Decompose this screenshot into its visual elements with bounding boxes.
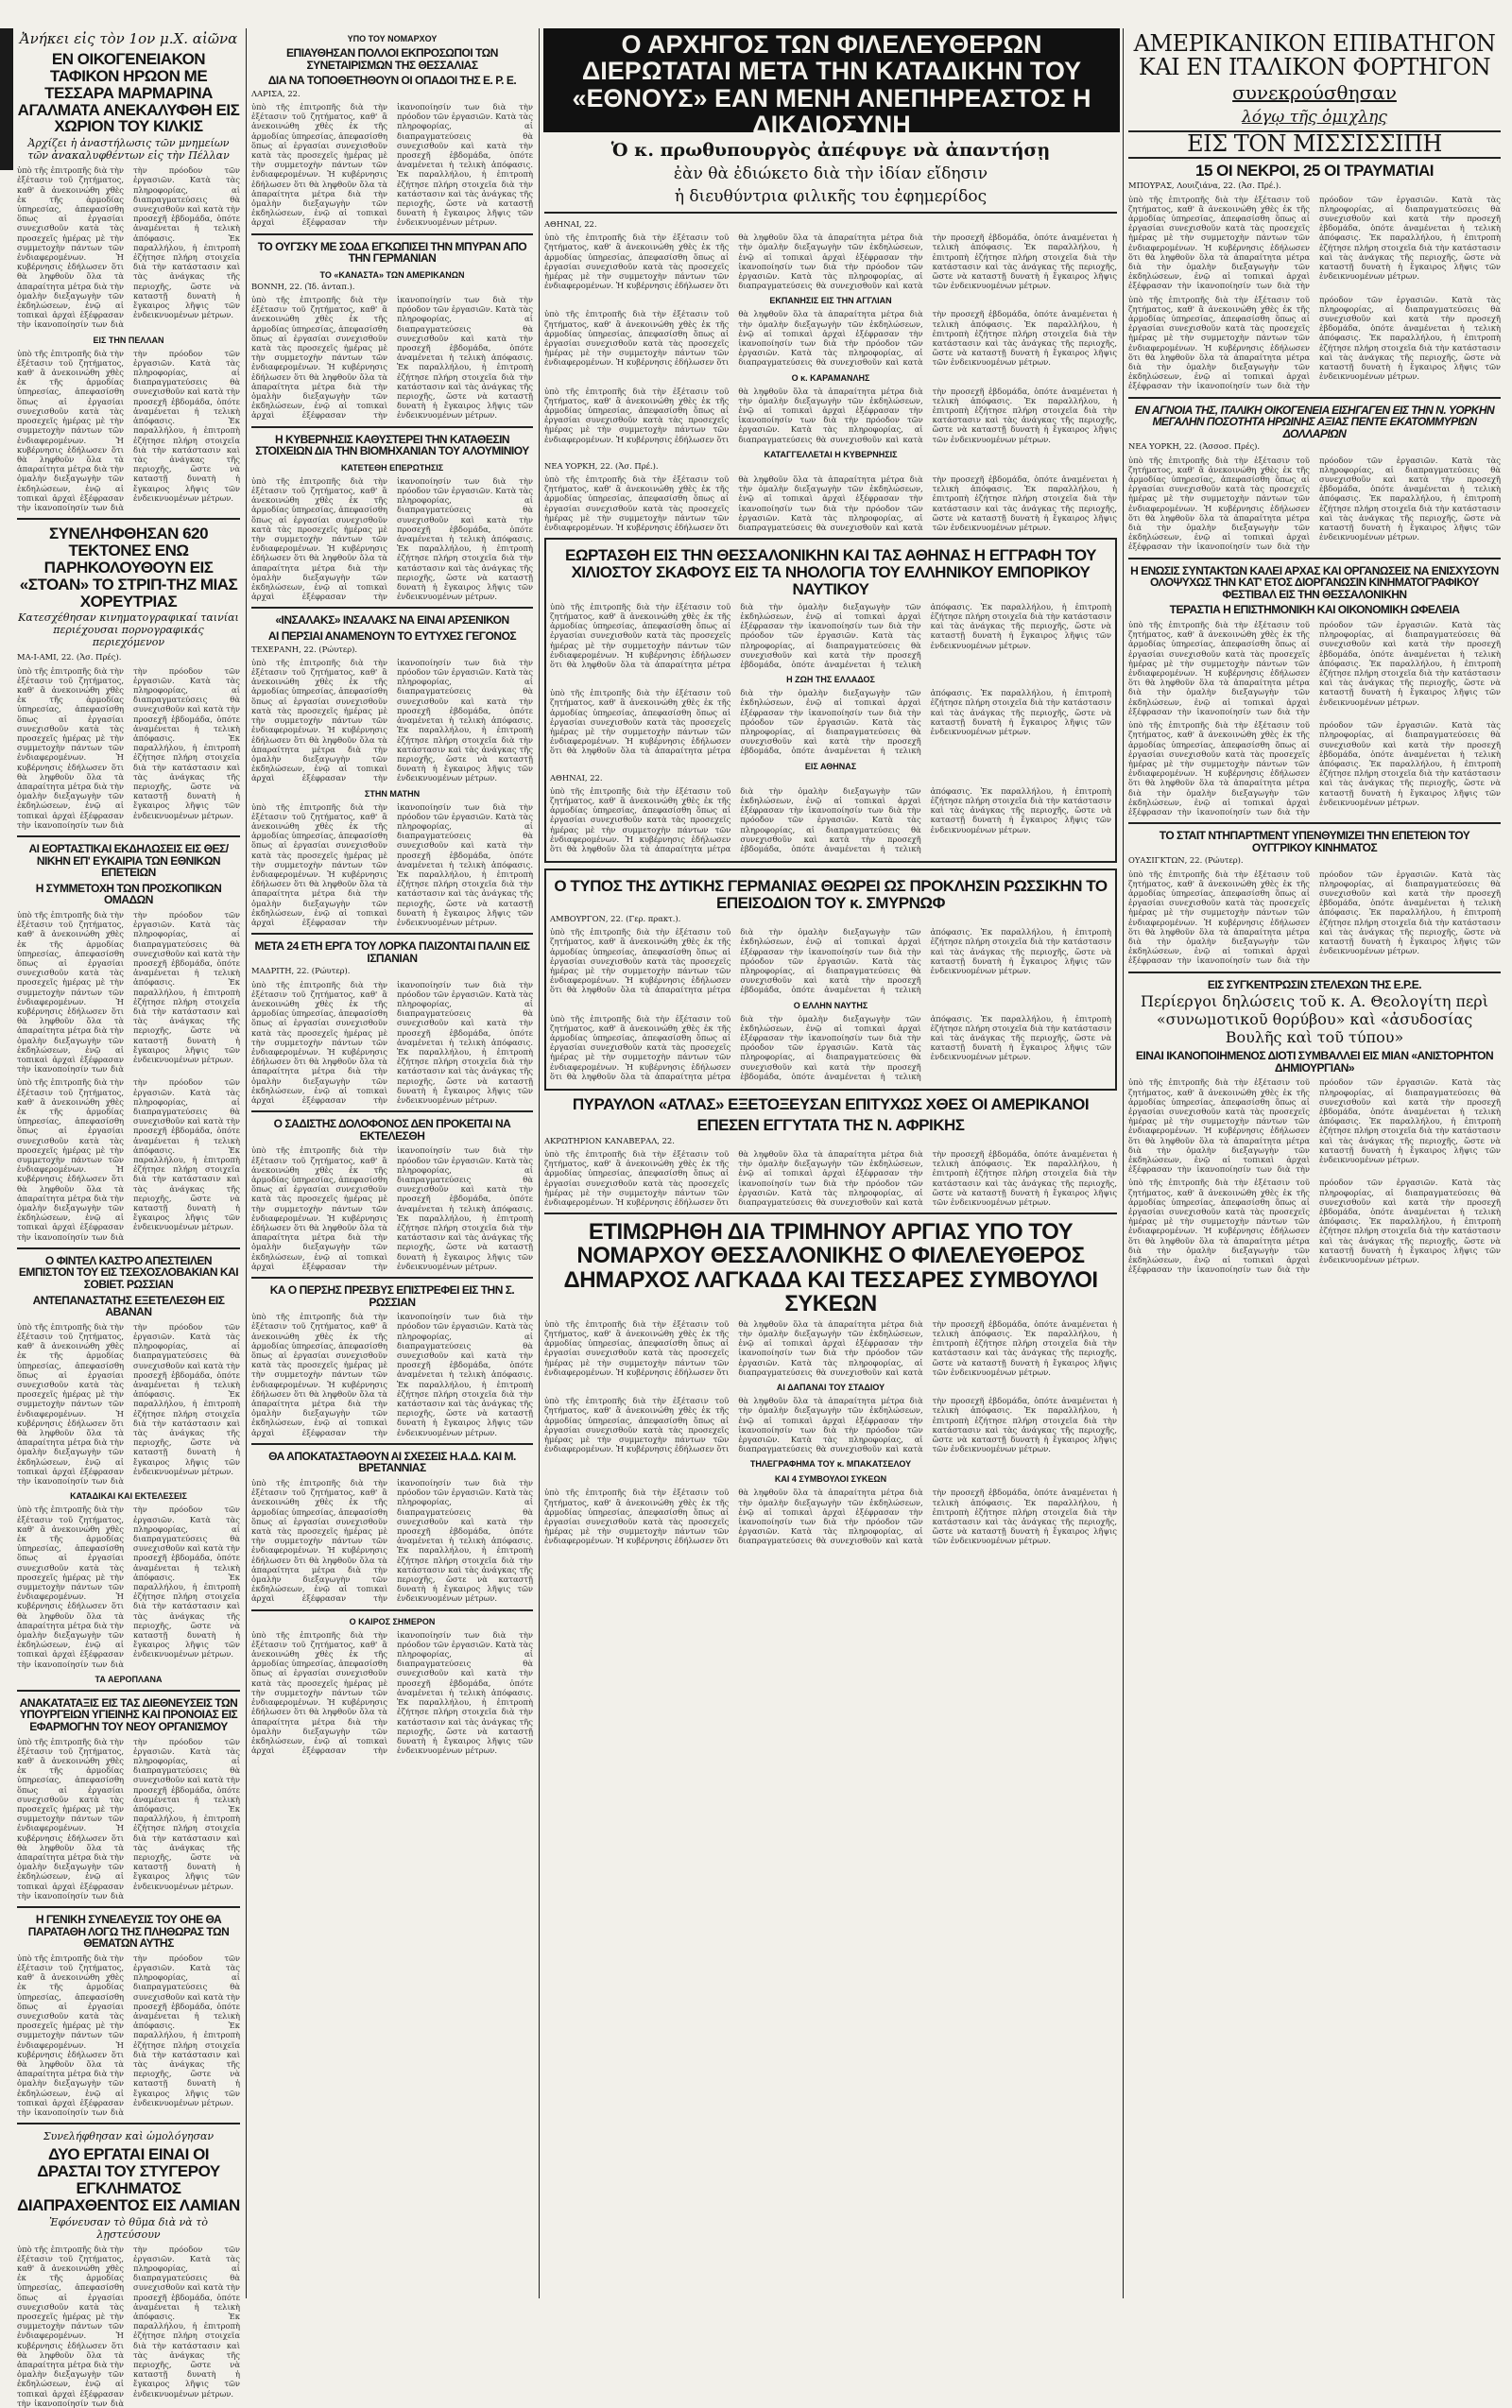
article-body: ὑπὸ τῆς ἐπιτροπῆς διὰ τὴν ἐξέτασιν τοῦ ζητήματος, καθ' ἃ ἀνεκοινώθη χθὲς ἐκ τῆς ἀρμοδίας ὑπηρεσίας, ἀπεφασίσθη ὅπως αἱ ἐργασίαι συνεχισθοῦν κατὰ τὰς προσεχεῖς ἡμέρας μὲ τὴν συμμετοχὴν πάντων τῶν ἐνδιαφερομένων. Ἡ κυβέρνησις ἐδήλωσεν ὅτι θὰ ληφθοῦν ὅλα τὰ ἀπαραίτητα μέτρα διὰ τὴν ὁμαλὴν διεξαγωγὴν τῶν ἐκδηλώσεων, ἐνῷ αἱ τοπικαὶ ἀρχαὶ ἐξέφρασαν τὴν ἱκανοποίησίν των διὰ τὴν πρόοδον τῶν ἐργασιῶν. Κατὰ τὰς πληροφορίας, αἱ διαπραγματεύσεις θὰ συνεχισθοῦν καὶ κατὰ τὴν προσεχῆ ἑβδομάδα, ὁπότε ἀναμένεται ἡ τελικὴ ἀπόφασις. Ἐκ παραλλήλου, ἡ ἐπιτροπὴ ἐζήτησε πλήρη στοιχεῖα διὰ τὴν κατάστασιν καὶ τὰς ἀνάγκας τῆς περιοχῆς, ὥστε νὰ καταστῇ δυνατὴ ἡ ἔγκαιρος λῆψις τῶν ἐνδεικνυομένων μέτρων. [550, 927, 1111, 995]
column-rule [1123, 28, 1124, 2298]
headline-cooperatives: ΕΠΙΑΥΘΗΣΑΝ ΠΟΛΛΟΙ ΕΚΠΡΟΣΩΠΟΙ ΤΩΝ ΣΥΝΕΤΑΙΡΙΣΜΩΝ ΤΗΣ ΘΕΣΣΑΛΙΑΣ [286, 46, 498, 72]
section-label: ΤΑ ΑΕΡΟΠΛΑΝΑ [94, 1674, 163, 1684]
section-label: Η ΖΩΗ ΤΗΣ ΕΛΛΑΔΟΣ [786, 675, 875, 685]
headline-thousandth-ship: ΕΩΡΤΑΣΘΗ ΕΙΣ ΤΗΝ ΘΕΣΣΑΛΟΝΙΚΗΝ ΚΑΙ ΤΑΣ ΑΘΗΝΑΣ Η ΕΓΓΡΑΦΗ ΤΟΥ ΧΙΛΙΟΣΤΟΥ ΣΚΑΦΟΥΣ ΕΙΣ ΤΑ ΝΗΟΛΟΓΙΑ ΤΟΥ ΕΛΛΗΝΙΚΟΥ ΕΜΠΟΡΙΚΟΥ ΝΑΥΤΙΚΟΥ [565, 546, 1096, 598]
subheadline: Ἐφόνευσαν τὸ θῦμα διὰ νὰ τὸ λῃστεύσουν [49, 2215, 208, 2241]
section-label: ΚΑΙ 4 ΣΥΜΒΟΥΛΟΙ ΣΥΚΕΩΝ [774, 1474, 887, 1485]
headline-lagkadas-mayor: ΕΤΙΜΩΡΗΘΗ ΔΙΑ ΤΡΙΜΗΝΟΥ ΑΡΓΙΑΣ ΥΠΟ ΤΟΥ ΝΟΜΑΡΧΟΥ ΘΕΣΣΑΛΟΝΙΚΗΣ Ο ΦΙΛΕΛΕΥΘΕΡΟΣ ΔΗΜΑΡΧΟΣ ΛΑΓΚΑΔΑ ΚΑΙ ΤΕΣΣΑΡΕΣ ΣΥΜΒΟΥΛΟΙ ΣΥΚΕΩΝ [563, 1219, 1098, 1316]
article-body: ὑπὸ τῆς ἐπιτροπῆς διὰ τὴν ἐξέτασιν τοῦ ζητήματος, καθ' ἃ ἀνεκοινώθη χθὲς ἐκ τῆς ἀρμοδίας ὑπηρεσίας, ἀπεφασίσθη ὅπως αἱ ἐργασίαι συνεχισθοῦν κατὰ τὰς προσεχεῖς ἡμέρας μὲ τὴν συμμετοχὴν πάντων τῶν ἐνδιαφερομένων. Ἡ κυβέρνησις ἐδήλωσεν ὅτι θὰ ληφθοῦν ὅλα τὰ ἀπαραίτητα μέτρα διὰ τὴν ὁμαλὴν διεξαγωγὴν τῶν ἐκδηλώσεων, ἐνῷ αἱ τοπικαὶ ἀρχαὶ ἐξέφρασαν τὴν ἱκανοποίησίν των διὰ τὴν πρόοδον τῶν ἐργασιῶν. Κατὰ τὰς πληροφορίας, αἱ διαπραγματεύσεις θὰ συνεχισθοῦν καὶ κατὰ τὴν προσεχῆ ἑβδομάδα, ὁπότε ἀναμένεται ἡ τελικὴ ἀπόφασις. Ἐκ παραλλήλου, ἡ ἐπιτροπὴ ἐζήτησε πλήρη στοιχεῖα διὰ τὴν κατάστασιν καὶ τὰς ἀνάγκας τῆς περιοχῆς, ὥστε νὰ καταστῇ δυνατὴ ἡ ἔγκαιρος λῆψις τῶν ἐνδεικνυομένων μέτρων. [1128, 1077, 1501, 1175]
article-body: ὑπὸ τῆς ἐπιτροπῆς διὰ τὴν ἐξέτασιν τοῦ ζητήματος, καθ' ἃ ἀνεκοινώθη χθὲς ἐκ τῆς ἀρμοδίας ὑπηρεσίας, ἀπεφασίσθη ὅπως αἱ ἐργασίαι συνεχισθοῦν κατὰ τὰς προσεχεῖς ἡμέρας μὲ τὴν συμμετοχὴν πάντων τῶν ἐνδιαφερομένων. Ἡ κυβέρνησις ἐδήλωσεν ὅτι θὰ ληφθοῦν ὅλα τὰ ἀπαραίτητα μέτρα διὰ τὴν ὁμαλὴν διεξαγωγὴν τῶν ἐκδηλώσεων, ἐνῷ αἱ τοπικαὶ ἀρχαὶ ἐξέφρασαν τὴν ἱκανοποίησίν των διὰ τὴν πρόοδον τῶν ἐργασιῶν. Κατὰ τὰς πληροφορίας, αἱ διαπραγματεύσεις θὰ συνεχισθοῦν καὶ κατὰ τὴν προσεχῆ ἑβδομάδα, ὁπότε ἀναμένεται ἡ τελικὴ ἀπόφασις. Ἐκ παραλλήλου, ἡ ἐπιτροπὴ ἐζήτησε πλήρη στοιχεῖα διὰ τὴν κατάστασιν καὶ τὰς ἀνάγκας τῆς περιοχῆς, ὥστε νὰ καταστῇ δυνατὴ ἡ ἔγκαιρος λῆψις τῶν ἐνδεικνυομένων μέτρων. [544, 309, 1117, 368]
article-box [544, 538, 1117, 863]
headline-un-assembly: Η ΓΕΝΙΚΗ ΣΥΝΕΛΕΥΣΙΣ ΤΟΥ ΟΗΕ ΘΑ ΠΑΡΑΤΑΘΗ ΛΟΓΩ ΤΗΣ ΠΛΗΘΩΡΑΣ ΤΩΝ ΘΕΜΑΤΩΝ ΑΥΤΗΣ [27, 1912, 230, 1951]
dateline: ΜΠΟΥΡΑΣ, Λουιζιάνα, 22. (Ἀσ. Πρέ.). [1128, 181, 1281, 191]
article-body: ὑπὸ τῆς ἐπιτροπῆς διὰ τὴν ἐξέτασιν τοῦ ζητήματος, καθ' ἃ ἀνεκοινώθη χθὲς ἐκ τῆς ἀρμοδίας ὑπηρεσίας, ἀπεφασίσθη ὅπως αἱ ἐργασίαι συνεχισθοῦν κατὰ τὰς προσεχεῖς ἡμέρας μὲ τὴν συμμετοχὴν πάντων τῶν ἐνδιαφερομένων. Ἡ κυβέρνησις ἐδήλωσεν ὅτι θὰ ληφθοῦν ὅλα τὰ ἀπαραίτητα μέτρα διὰ τὴν ὁμαλὴν διεξαγωγὴν τῶν ἐκδηλώσεων, ἐνῷ αἱ τοπικαὶ ἀρχαὶ ἐξέφρασαν τὴν ἱκανοποίησίν των διὰ τὴν πρόοδον τῶν ἐργασιῶν. Κατὰ τὰς πληροφορίας, αἱ διαπραγματεύσεις θὰ συνεχισθοῦν καὶ κατὰ τὴν προσεχῆ ἑβδομάδα, ὁπότε ἀναμένεται ἡ τελικὴ ἀπόφασις. Ἐκ παραλλήλου, ἡ ἐπιτροπὴ ἐζήτησε πλήρη στοιχεῖα διὰ τὴν κατάστασιν καὶ τὰς ἀνάγκας τῆς περιοχῆς, ὥστε νὰ καταστῇ δυνατὴ ἡ ἔγκαιρος λῆψις τῶν ἐνδεικνυομένων μέτρων. [17, 665, 240, 830]
headline-film-festival: Η ΕΝΩΣΙΣ ΣΥΝΤΑΚΤΩΝ ΚΑΛΕΙ ΑΡΧΑΣ ΚΑΙ ΟΡΓΑΝΩΣΕΙΣ ΝΑ ΕΝΙΣΧΥΣΟΥΝ ΟΛΟΨΥΧΩΣ ΤΗΝ ΚΑΤ' ΕΤΟΣ ΔΙΟΡΓΑΝΩΣΙΝ ΚΙΝΗΜΑΤΟΓΡΑΦΙΚΟΥ ΦΕΣΤΙΒΑΛ ΕΙΣ ΤΗΝ ΘΕΣΣΑΛΟΝΙΚΗΝ [1130, 563, 1499, 601]
headline-scouts: Η ΣΥΜΜΕΤΟΧΗ ΤΩΝ ΠΡΟΣΚΟΠΙΚΩΝ ΟΜΑΔΩΝ [35, 881, 222, 907]
dateline: ΑΜΒΟΥΡΓΟΝ, 22. (Γερ. πρακτ.). [550, 913, 681, 923]
headline-persians: ΑΙ ΠΕΡΣΙΑΙ ΑΝΑΜΕΝΟΥΝ ΤΟ ΕΥΤΥΧΕΣ ΓΕΓΟΝΟΣ [267, 629, 517, 644]
article-body: ὑπὸ τῆς ἐπιτροπῆς διὰ τὴν ἐξέτασιν τοῦ ζητήματος, καθ' ἃ ἀνεκοινώθη χθὲς ἐκ τῆς ἀρμοδίας ὑπηρεσίας, ἀπεφασίσθη ὅπως αἱ ἐργασίαι συνεχισθοῦν κατὰ τὰς προσεχεῖς ἡμέρας μὲ τὴν συμμετοχὴν πάντων τῶν ἐνδιαφερομένων. Ἡ κυβέρνησις ἐδήλωσεν ὅτι θὰ ληφθοῦν ὅλα τὰ ἀπαραίτητα μέτρα διὰ τὴν ὁμαλὴν διεξαγωγὴν τῶν ἐκδηλώσεων, ἐνῷ αἱ τοπικαὶ ἀρχαὶ ἐξέφρασαν τὴν ἱκανοποίησίν των διὰ τὴν πρόοδον τῶν ἐργασιῶν. Κατὰ τὰς πληροφορίας, αἱ διαπραγματεύσεις θὰ συνεχισθοῦν καὶ κατὰ τὴν προσεχῆ ἑβδομάδα, ὁπότε ἀναμένεται ἡ τελικὴ ἀπόφασις. Ἐκ παραλλήλου, ἡ ἐπιτροπὴ ἐζήτησε πλήρη στοιχεῖα διὰ τὴν κατάστασιν καὶ τὰς ἀνάγκας τῆς περιοχῆς, ὥστε νὰ καταστῇ δυνατὴ ἡ ἔγκαιρος λῆψις τῶν ἐνδεικνυομένων μέτρων. [251, 475, 533, 602]
article-body: ὑπὸ τῆς ἐπιτροπῆς διὰ τὴν ἐξέτασιν τοῦ ζητήματος, καθ' ἃ ἀνεκοινώθη χθὲς ἐκ τῆς ἀρμοδίας ὑπηρεσίας, ἀπεφασίσθη ὅπως αἱ ἐργασίαι συνεχισθοῦν κατὰ τὰς προσεχεῖς ἡμέρας μὲ τὴν συμμετοχὴν πάντων τῶν ἐνδιαφερομένων. Ἡ κυβέρνησις ἐδήλωσεν ὅτι θὰ ληφθοῦν ὅλα τὰ ἀπαραίτητα μέτρα διὰ τὴν ὁμαλὴν διεξαγωγὴν τῶν ἐκδηλώσεων, ἐνῷ αἱ τοπικαὶ ἀρχαὶ ἐξέφρασαν τὴν ἱκανοποίησίν των διὰ τὴν πρόοδον τῶν ἐργασιῶν. Κατὰ τὰς πληροφορίας, αἱ διαπραγματεύσεις θὰ συνεχισθοῦν καὶ κατὰ τὴν προσεχῆ ἑβδομάδα, ὁπότε ἀναμένεται ἡ τελικὴ ἀπόφασις. Ἐκ παραλλήλου, ἡ ἐπιτροπὴ ἐζήτησε πλήρη στοιχεῖα διὰ τὴν κατάστασιν καὶ τὰς ἀνάγκας τῆς περιοχῆς, ὥστε νὰ καταστῇ δυνατὴ ἡ ἔγκαιρος λῆψις τῶν ἐνδεικνυομένων μέτρων. [1128, 720, 1501, 817]
article-body: ὑπὸ τῆς ἐπιτροπῆς διὰ τὴν ἐξέτασιν τοῦ ζητήματος, καθ' ἃ ἀνεκοινώθη χθὲς ἐκ τῆς ἀρμοδίας ὑπηρεσίας, ἀπεφασίσθη ὅπως αἱ ἐργασίαι συνεχισθοῦν κατὰ τὰς προσεχεῖς ἡμέρας μὲ τὴν συμμετοχὴν πάντων τῶν ἐνδιαφερομένων. Ἡ κυβέρνησις ἐδήλωσεν ὅτι θὰ ληφθοῦν ὅλα τὰ ἀπαραίτητα μέτρα διὰ τὴν ὁμαλὴν διεξαγωγὴν τῶν ἐκδηλώσεων, ἐνῷ αἱ τοπικαὶ ἀρχαὶ ἐξέφρασαν τὴν ἱκανοποίησίν των διὰ τὴν πρόοδον τῶν ἐργασιῶν. Κατὰ τὰς πληροφορίας, αἱ διαπραγματεύσεις θὰ συνεχισθοῦν καὶ κατὰ τὴν προσεχῆ ἑβδομάδα, ὁπότε ἀναμένεται ἡ τελικὴ ἀπόφασις. Ἐκ παραλλήλου, ἡ ἐπιτροπὴ ἐζήτησε πλήρη στοιχεῖα διὰ τὴν κατάστασιν καὶ τὰς ἀνάγκας τῆς περιοχῆς, ὥστε νὰ καταστῇ δυνατὴ ἡ ἔγκαιρος λῆψις τῶν ἐνδεικνυομένων μέτρων. [251, 1478, 533, 1604]
dateline: ΟΥΑΣΙΓΚΤΩΝ, 22. (Ρώυτερ). [1128, 855, 1244, 866]
dateline: ΑΘΗΝΑΙ, 22. [544, 219, 597, 229]
dateline: ΤΕΧΕΡΑΝΗ, 22. (Ρώυτερ). [251, 644, 358, 654]
divider [251, 426, 533, 428]
kicker: Συνελήφθησαν καὶ ὡμολόγησαν [43, 2130, 215, 2143]
section-label: ΕΚΠΑΝΗΣΙΣ ΕΙΣ ΤΗΝ ΑΓΓΛΙΑΝ [769, 296, 892, 306]
article-body: ὑπὸ τῆς ἐπιτροπῆς διὰ τὴν ἐξέτασιν τοῦ ζητήματος, καθ' ἃ ἀνεκοινώθη χθὲς ἐκ τῆς ἀρμοδίας ὑπηρεσίας, ἀπεφασίσθη ὅπως αἱ ἐργασίαι συνεχισθοῦν κατὰ τὰς προσεχεῖς ἡμέρας μὲ τὴν συμμετοχὴν πάντων τῶν ἐνδιαφερομένων. Ἡ κυβέρνησις ἐδήλωσεν ὅτι θὰ ληφθοῦν ὅλα τὰ ἀπαραίτητα μέτρα διὰ τὴν ὁμαλὴν διεξαγωγὴν τῶν ἐκδηλώσεων, ἐνῷ αἱ τοπικαὶ ἀρχαὶ ἐξέφρασαν τὴν ἱκανοποίησίν των διὰ τὴν πρόοδον τῶν ἐργασιῶν. Κατὰ τὰς πληροφορίας, αἱ διαπραγματεύσεις θὰ συνεχισθοῦν καὶ κατὰ τὴν προσεχῆ ἑβδομάδα, ὁπότε ἀναμένεται ἡ τελικὴ ἀπόφασις. Ἐκ παραλλήλου, ἡ ἐπιτροπὴ ἐζήτησε πλήρη στοιχεῖα διὰ τὴν κατάστασιν καὶ τὰς ἀνάγκας τῆς περιοχῆς, ὥστε νὰ καταστῇ δυνατὴ ἡ ἔγκαιρος λῆψις τῶν ἐνδεικνυομένων μέτρων. [1128, 1178, 1501, 1275]
lead-headline: Ο ΑΡΧΗΓΟΣ ΤΩΝ ΦΙΛΕΛΕΥΘΕΡΩΝ ΔΙΕΡΩΤΑΤΑΙ ΜΕΤΑ ΤΗΝ ΚΑΤΑΔΙΚΗΝ ΤΟΥ «ΕΘΝΟΥΣ» ΕΑΝ ΜΕΝΗ ΑΝΕΠΗΡΕΑΣΤΟΣ Η ΔΙΚΑΙΟΣΥΝΗ [572, 30, 1091, 140]
dateline: ΝΕΑ ΥΟΡΚΗ, 22. (Ἀσσοσ. Πρές). [1128, 441, 1261, 452]
section-label: Ο κ. ΚΑΡΑΜΑΝΛΗΣ [791, 372, 870, 383]
divider [251, 607, 533, 609]
column-rule [246, 28, 247, 2298]
article-body: ὑπὸ τῆς ἐπιτροπῆς διὰ τὴν ἐξέτασιν τοῦ ζητήματος, καθ' ἃ ἀνεκοινώθη χθὲς ἐκ τῆς ἀρμοδίας ὑπηρεσίας, ἀπεφασίσθη ὅπως αἱ ἐργασίαι συνεχισθοῦν κατὰ τὰς προσεχεῖς ἡμέρας μὲ τὴν συμμετοχὴν πάντων τῶν ἐνδιαφερομένων. Ἡ κυβέρνησις ἐδήλωσεν ὅτι θὰ ληφθοῦν ὅλα τὰ ἀπαραίτητα μέτρα διὰ τὴν ὁμαλὴν διεξαγωγὴν τῶν ἐκδηλώσεων, ἐνῷ αἱ τοπικαὶ ἀρχαὶ ἐξέφρασαν τὴν ἱκανοποίησίν των διὰ τὴν πρόοδον τῶν ἐργασιῶν. Κατὰ τὰς πληροφορίας, αἱ διαπραγματεύσεις θὰ συνεχισθοῦν καὶ κατὰ τὴν προσεχῆ ἑβδομάδα, ὁπότε ἀναμένεται ἡ τελικὴ ἀπόφασις. Ἐκ παραλλήλου, ἡ ἐπιτροπὴ ἐζήτησε πλήρη στοιχεῖα διὰ τὴν κατάστασιν καὶ τὰς ἀνάγκας τῆς περιοχῆς, ὥστε νὰ καταστῇ δυνατὴ ἡ ἔγκαιρος λῆψις τῶν ἐνδεικνυομένων μέτρων. [251, 1312, 533, 1437]
headline-ere: ΔΙΑ ΝΑ ΤΟΠΟΘΕΤΗΘΟΥΝ ΟΙ ΟΠΑΔΟΙ ΤΗΣ Ε. Ρ. Ε. [267, 74, 517, 88]
article-body: ὑπὸ τῆς ἐπιτροπῆς διὰ τὴν ἐξέτασιν τοῦ ζητήματος, καθ' ἃ ἀνεκοινώθη χθὲς ἐκ τῆς ἀρμοδίας ὑπηρεσίας, ἀπεφασίσθη ὅπως αἱ ἐργασίαι συνεχισθοῦν κατὰ τὰς προσεχεῖς ἡμέρας μὲ τὴν συμμετοχὴν πάντων τῶν ἐνδιαφερομένων. Ἡ κυβέρνησις ἐδήλωσεν ὅτι θὰ ληφθοῦν ὅλα τὰ ἀπαραίτητα μέτρα διὰ τὴν ὁμαλὴν διεξαγωγὴν τῶν ἐκδηλώσεων, ἐνῷ αἱ τοπικαὶ ἀρχαὶ ἐξέφρασαν τὴν ἱκανοποίησίν των διὰ τὴν πρόοδον τῶν ἐργασιῶν. Κατὰ τὰς πληροφορίας, αἱ διαπραγματεύσεις θὰ συνεχισθοῦν καὶ κατὰ τὴν προσεχῆ ἑβδομάδα, ὁπότε ἀναμένεται ἡ τελικὴ ἀπόφασις. Ἐκ παραλλήλου, ἡ ἐπιτροπὴ ἐζήτησε πλήρη στοιχεῖα διὰ τὴν κατάστασιν καὶ τὰς ἀνάγκας τῆς περιοχῆς, ὥστε νὰ καταστῇ δυνατὴ ἡ ἔγκαιρος λῆψις τῶν ἐνδεικνυομένων μέτρων. [1128, 455, 1501, 552]
article-body: ὑπὸ τῆς ἐπιτροπῆς διὰ τὴν ἐξέτασιν τοῦ ζητήματος, καθ' ἃ ἀνεκοινώθη χθὲς ἐκ τῆς ἀρμοδίας ὑπηρεσίας, ἀπεφασίσθη ὅπως αἱ ἐργασίαι συνεχισθοῦν κατὰ τὰς προσεχεῖς ἡμέρας μὲ τὴν συμμετοχὴν πάντων τῶν ἐνδιαφερομένων. Ἡ κυβέρνησις ἐδήλωσεν ὅτι θὰ ληφθοῦν ὅλα τὰ ἀπαραίτητα μέτρα διὰ τὴν ὁμαλὴν διεξαγωγὴν τῶν ἐκδηλώσεων, ἐνῷ αἱ τοπικαὶ ἀρχαὶ ἐξέφρασαν τὴν ἱκανοποίησίν των διὰ τὴν πρόοδον τῶν ἐργασιῶν. Κατὰ τὰς πληροφορίας, αἱ διαπραγματεύσεις θὰ συνεχισθοῦν καὶ κατὰ τὴν προσεχῆ ἑβδομάδα, ὁπότε ἀναμένεται ἡ τελικὴ ἀπόφασις. Ἐκ παραλλήλου, ἡ ἐπιτροπὴ ἐζήτησε πλήρη στοιχεῖα διὰ τὴν κατάστασιν καὶ τὰς ἀνάγκας τῆς περιοχῆς, ὥστε νὰ καταστῇ δυνατὴ ἡ ἔγκαιρος λῆψις τῶν ἐνδεικνυομένων μέτρων. [1128, 620, 1501, 716]
column-right [1128, 28, 1501, 2296]
article-body: ὑπὸ τῆς ἐπιτροπῆς διὰ τὴν ἐξέτασιν τοῦ ζητήματος, καθ' ἃ ἀνεκοινώθη χθὲς ἐκ τῆς ἀρμοδίας ὑπηρεσίας, ἀπεφασίσθη ὅπως αἱ ἐργασίαι συνεχισθοῦν κατὰ τὰς προσεχεῖς ἡμέρας μὲ τὴν συμμετοχὴν πάντων τῶν ἐνδιαφερομένων. Ἡ κυβέρνησις ἐδήλωσεν ὅτι θὰ ληφθοῦν ὅλα τὰ ἀπαραίτητα μέτρα διὰ τὴν ὁμαλὴν διεξαγωγὴν τῶν ἐκδηλώσεων, ἐνῷ αἱ τοπικαὶ ἀρχαὶ ἐξέφρασαν τὴν ἱκανοποίησίν των διὰ τὴν πρόοδον τῶν ἐργασιῶν. Κατὰ τὰς πληροφορίας, αἱ διαπραγματεύσεις θὰ συνεχισθοῦν καὶ κατὰ τὴν προσεχῆ ἑβδομάδα, ὁπότε ἀναμένεται ἡ τελικὴ ἀπόφασις. Ἐκ παραλλήλου, ἡ ἐπιτροπὴ ἐζήτησε πλήρη στοιχεῖα διὰ τὴν κατάστασιν καὶ τὰς ἀνάγκας τῆς περιοχῆς, ὥστε νὰ καταστῇ δυνατὴ ἡ ἔγκαιρος λῆψις τῶν ἐνδεικνυομένων μέτρων. [1128, 194, 1501, 291]
headline-heroin: ΕΝ ΑΓΝΟΙΑ ΤΗΣ, ΙΤΑΛΙΚΗ ΟΙΚΟΓΕΝΕΙΑ ΕΙΣΗΓΑΓΕΝ ΕΙΣ ΤΗΝ Ν. ΥΟΡΚΗΝ ΜΕΓΑΛΗΝ ΠΟΣΟΤΗΤΑ ΗΡΩΙΝΗΣ ΑΞΙΑΣ ΠΕΝΤΕ ΕΚΑΤΟΜΜΥΡΙΩΝ ΔΟΛΛΑΡΙΩΝ [1134, 403, 1495, 440]
article-body: ὑπὸ τῆς ἐπιτροπῆς διὰ τὴν ἐξέτασιν τοῦ ζητήματος, καθ' ἃ ἀνεκοινώθη χθὲς ἐκ τῆς ἀρμοδίας ὑπηρεσίας, ἀπεφασίσθη ὅπως αἱ ἐργασίαι συνεχισθοῦν κατὰ τὰς προσεχεῖς ἡμέρας μὲ τὴν συμμετοχὴν πάντων τῶν ἐνδιαφερομένων. Ἡ κυβέρνησις ἐδήλωσεν ὅτι θὰ ληφθοῦν ὅλα τὰ ἀπαραίτητα μέτρα διὰ τὴν ὁμαλὴν διεξαγωγὴν τῶν ἐκδηλώσεων, ἐνῷ αἱ τοπικαὶ ἀρχαὶ ἐξέφρασαν τὴν ἱκανοποίησίν των διὰ τὴν πρόοδον τῶν ἐργασιῶν. Κατὰ τὰς πληροφορίας, αἱ διαπραγματεύσεις θὰ συνεχισθοῦν καὶ κατὰ τὴν προσεχῆ ἑβδομάδα, ὁπότε ἀναμένεται ἡ τελικὴ ἀπόφασις. Ἐκ παραλλήλου, ἡ ἐπιτροπὴ ἐζήτησε πλήρη στοιχεῖα διὰ τὴν κατάστασιν καὶ τὰς ἀνάγκας τῆς περιοχῆς, ὥστε νὰ καταστῇ δυνατὴ ἡ ἔγκαιρος λῆψις τῶν ἐνδεικνυομένων μέτρων. [544, 1488, 1117, 1546]
subheadline: Κατεσχέθησαν κινηματογραφικαί ταινίαι περιέχουσαι πορνογραφικάς περιεχόμενον [18, 611, 239, 649]
subheadline: Περίεργοι δηλώσεις τοῦ κ. Α. Θεολογίτη περὶ «συνωμοτικοῦ θορύβου» καὶ «ἀσυδοσίας Βουλῆς καὶ τοῦ τύπου» [1141, 992, 1488, 1047]
headline-masons: ΣΥΝΕΛΗΦΘΗΣΑΝ 620 ΤΕΚΤΟΝΕΣ ΕΝΩ ΠΑΡΗΚΟΛΟΥΘΟΥΝ ΕΙΣ «ΣΤΟΑΝ» ΤΟ ΣΤΡΙΠ-ΤΗΖ ΜΙΑΣ ΧΟΡΕΥΤΡΙΑΣ [19, 525, 238, 611]
headline-festivities: ΑΙ ΕΟΡΤΑΣΤΙΚΑΙ ΕΚΔΗΛΩΣΕΙΣ ΕΙΣ ΘΕΣ/ΝΙΚΗΝ ΕΠ' ΕΥΚΑΙΡΙΑ ΤΩΝ ΕΘΝΙΚΩΝ ΕΠΕΤΕΙΩΝ [28, 842, 229, 880]
headline-unprecedented: ΕΙΝΑΙ ΙΚΑΝΟΠΟΙΗΜΕΝΟΣ ΔΙΟΤΙ ΣΥΜΒΑΛΛΕΙ ΕΙΣ ΜΙΑΝ «ΑΝΙΣΤΟΡΗΤΟΝ ΔΗΜΙΟΥΡΓΙΑΝ» [1135, 1049, 1494, 1075]
article-body: ὑπὸ τῆς ἐπιτροπῆς διὰ τὴν ἐξέτασιν τοῦ ζητήματος, καθ' ἃ ἀνεκοινώθη χθὲς ἐκ τῆς ἀρμοδίας ὑπηρεσίας, ἀπεφασίσθη ὅπως αἱ ἐργασίαι συνεχισθοῦν κατὰ τὰς προσεχεῖς ἡμέρας μὲ τὴν συμμετοχὴν πάντων τῶν ἐνδιαφερομένων. Ἡ κυβέρνησις ἐδήλωσεν ὅτι θὰ ληφθοῦν ὅλα τὰ ἀπαραίτητα μέτρα διὰ τὴν ὁμαλὴν διεξαγωγὴν τῶν ἐκδηλώσεων, ἐνῷ αἱ τοπικαὶ ἀρχαὶ ἐξέφρασαν τὴν ἱκανοποίησίν των διὰ τὴν πρόοδον τῶν ἐργασιῶν. Κατὰ τὰς πληροφορίας, αἱ διαπραγματεύσεις θὰ συνεχισθοῦν καὶ κατὰ τὴν προσεχῆ ἑβδομάδα, ὁπότε ἀναμένεται ἡ τελικὴ ἀπόφασις. Ἐκ παραλλήλου, ἡ ἐπιτροπὴ ἐζήτησε πλήρη στοιχεῖα διὰ τὴν κατάστασιν καὶ τὰς ἀνάγκας τῆς περιοχῆς, ὥστε νὰ καταστῇ δυνατὴ ἡ ἔγκαιρος λῆψις τῶν ἐνδεικνυομένων μέτρων. [544, 232, 1117, 291]
article-body: ὑπὸ τῆς ἐπιτροπῆς διὰ τὴν ἐξέτασιν τοῦ ζητήματος, καθ' ἃ ἀνεκοινώθη χθὲς ἐκ τῆς ἀρμοδίας ὑπηρεσίας, ἀπεφασίσθη ὅπως αἱ ἐργασίαι συνεχισθοῦν κατὰ τὰς προσεχεῖς ἡμέρας μὲ τὴν συμμετοχὴν πάντων τῶν ἐνδιαφερομένων. Ἡ κυβέρνησις ἐδήλωσεν ὅτι θὰ ληφθοῦν ὅλα τὰ ἀπαραίτητα μέτρα διὰ τὴν ὁμαλὴν διεξαγωγὴν τῶν ἐκδηλώσεων, ἐνῷ αἱ τοπικαὶ ἀρχαὶ ἐξέφρασαν τὴν ἱκανοποίησίν των διὰ τὴν πρόοδον τῶν ἐργασιῶν. Κατὰ τὰς πληροφορίας, αἱ διαπραγματεύσεις θὰ συνεχισθοῦν καὶ κατὰ τὴν προσεχῆ ἑβδομάδα, ὁπότε ἀναμένεται ἡ τελικὴ ἀπόφασις. Ἐκ παραλλήλου, ἡ ἐπιτροπὴ ἐζήτησε πλήρη στοιχεῖα διὰ τὴν κατάστασιν καὶ τὰς ἀνάγκας τῆς περιοχῆς, ὥστε νὰ καταστῇ δυνατὴ ἡ ἔγκαιρος λῆψις τῶν ἐνδεικνυομένων μέτρων. [17, 1952, 240, 2118]
headline-state-department: ΤΟ ΣΤΑΙΤ ΝΤΗΠΑΡΤΜΕΝΤ ΥΠΕΝΘΥΜΙΖΕΙ ΤΗΝ ΕΠΕΤΕΙΟΝ ΤΟΥ ΟΥΓΓΡΙΚΟΥ ΚΙΝΗΜΑΤΟΣ [1159, 829, 1470, 854]
article-body: ὑπὸ τῆς ἐπιτροπῆς διὰ τὴν ἐξέτασιν τοῦ ζητήματος, καθ' ἃ ἀνεκοινώθη χθὲς ἐκ τῆς ἀρμοδίας ὑπηρεσίας, ἀπεφασίσθη ὅπως αἱ ἐργασίαι συνεχισθοῦν κατὰ τὰς προσεχεῖς ἡμέρας μὲ τὴν συμμετοχὴν πάντων τῶν ἐνδιαφερομένων. Ἡ κυβέρνησις ἐδήλωσεν ὅτι θὰ ληφθοῦν ὅλα τὰ ἀπαραίτητα μέτρα διὰ τὴν ὁμαλὴν διεξαγωγὴν τῶν ἐκδηλώσεων, ἐνῷ αἱ τοπικαὶ ἀρχαὶ ἐξέφρασαν τὴν ἱκανοποίησίν των διὰ τὴν πρόοδον τῶν ἐργασιῶν. Κατὰ τὰς πληροφορίας, αἱ διαπραγματεύσεις θὰ συνεχισθοῦν καὶ κατὰ τὴν προσεχῆ ἑβδομάδα, ὁπότε ἀναμένεται ἡ τελικὴ ἀπόφασις. Ἐκ παραλλήλου, ἡ ἐπιτροπὴ ἐζήτησε πλήρη στοιχεῖα διὰ τὴν κατάστασιν καὶ τὰς ἀνάγκας τῆς περιοχῆς, ὥστε νὰ καταστῇ δυνατὴ ἡ ἔγκαιρος λῆψις τῶν ἐνδεικνυομένων μέτρων. [550, 1013, 1111, 1081]
divider [1128, 972, 1501, 973]
lead-headline-banner [543, 28, 1120, 140]
divider [17, 1906, 240, 1908]
article-body: ὑπὸ τῆς ἐπιτροπῆς διὰ τὴν ἐξέτασιν τοῦ ζητήματος, καθ' ἃ ἀνεκοινώθη χθὲς ἐκ τῆς ἀρμοδίας ὑπηρεσίας, ἀπεφασίσθη ὅπως αἱ ἐργασίαι συνεχισθοῦν κατὰ τὰς προσεχεῖς ἡμέρας μὲ τὴν συμμετοχὴν πάντων τῶν ἐνδιαφερομένων. Ἡ κυβέρνησις ἐδήλωσεν ὅτι θὰ ληφθοῦν ὅλα τὰ ἀπαραίτητα μέτρα διὰ τὴν ὁμαλὴν διεξαγωγὴν τῶν ἐκδηλώσεων, ἐνῷ αἱ τοπικαὶ ἀρχαὶ ἐξέφρασαν τὴν ἱκανοποίησίν των διὰ τὴν πρόοδον τῶν ἐργασιῶν. Κατὰ τὰς πληροφορίας, αἱ διαπραγματεύσεις θὰ συνεχισθοῦν καὶ κατὰ τὴν προσεχῆ ἑβδομάδα, ὁπότε ἀναμένεται ἡ τελικὴ ἀπόφασις. Ἐκ παραλλήλου, ἡ ἐπιτροπὴ ἐζήτησε πλήρη στοιχεῖα διὰ τὴν κατάστασιν καὶ τὰς ἀνάγκας τῆς περιοχῆς, ὥστε νὰ καταστῇ δυνατὴ ἡ ἔγκαιρος λῆψις τῶν ἐνδεικνυομένων μέτρων. [251, 801, 533, 927]
article-body: ὑπὸ τῆς ἐπιτροπῆς διὰ τὴν ἐξέτασιν τοῦ ζητήματος, καθ' ἃ ἀνεκοινώθη χθὲς ἐκ τῆς ἀρμοδίας ὑπηρεσίας, ἀπεφασίσθη ὅπως αἱ ἐργασίαι συνεχισθοῦν κατὰ τὰς προσεχεῖς ἡμέρας μὲ τὴν συμμετοχὴν πάντων τῶν ἐνδιαφερομένων. Ἡ κυβέρνησις ἐδήλωσεν ὅτι θὰ ληφθοῦν ὅλα τὰ ἀπαραίτητα μέτρα διὰ τὴν ὁμαλὴν διεξαγωγὴν τῶν ἐκδηλώσεων, ἐνῷ αἱ τοπικαὶ ἀρχαὶ ἐξέφρασαν τὴν ἱκανοποίησίν των διὰ τὴν πρόοδον τῶν ἐργασιῶν. Κατὰ τὰς πληροφορίας, αἱ διαπραγματεύσεις θὰ συνεχισθοῦν καὶ κατὰ τὴν προσεχῆ ἑβδομάδα, ὁπότε ἀναμένεται ἡ τελικὴ ἀπόφασις. Ἐκ παραλλήλου, ἡ ἐπιτροπὴ ἐζήτησε πλήρη στοιχεῖα διὰ τὴν κατάστασιν καὶ τὰς ἀνάγκας τῆς περιοχῆς, ὥστε νὰ καταστῇ δυνατὴ ἡ ἔγκαιρος λῆψις τῶν ἐνδεικνυομένων μέτρων. [17, 1736, 240, 1901]
headline-tomb: ΕΝ ΟΙΚΟΓΕΝΕΙΑΚΟΝ ΤΑΦΙΚΟΝ ΗΡΩΟΝ ΜΕ ΤΕΣΣΑΡΑ ΜΑΡΜΑΡΙΝΑ ΑΓΑΛΜΑΤΑ ΑΝΕΚΑΛΥΦΘΗ ΕΙΣ ΧΩΡΙΟΝ ΤΟΥ ΚΙΛΚΙΣ [17, 50, 240, 136]
article-body: ὑπὸ τῆς ἐπιτροπῆς διὰ τὴν ἐξέτασιν τοῦ ζητήματος, καθ' ἃ ἀνεκοινώθη χθὲς ἐκ τῆς ἀρμοδίας ὑπηρεσίας, ἀπεφασίσθη ὅπως αἱ ἐργασίαι συνεχισθοῦν κατὰ τὰς προσεχεῖς ἡμέρας μὲ τὴν συμμετοχὴν πάντων τῶν ἐνδιαφερομένων. Ἡ κυβέρνησις ἐδήλωσεν ὅτι θὰ ληφθοῦν ὅλα τὰ ἀπαραίτητα μέτρα διὰ τὴν ὁμαλὴν διεξαγωγὴν τῶν ἐκδηλώσεων, ἐνῷ αἱ τοπικαὶ ἀρχαὶ ἐξέφρασαν τὴν ἱκανοποίησίν των διὰ τὴν πρόοδον τῶν ἐργασιῶν. Κατὰ τὰς πληροφορίας, αἱ διαπραγματεύσεις θὰ συνεχισθοῦν καὶ κατὰ τὴν προσεχῆ ἑβδομάδα, ὁπότε ἀναμένεται ἡ τελικὴ ἀπόφασις. Ἐκ παραλλήλου, ἡ ἐπιτροπὴ ἐζήτησε πλήρη στοιχεῖα διὰ τὴν κατάστασιν καὶ τὰς ἀνάγκας τῆς περιοχῆς, ὥστε νὰ καταστῇ δυνατὴ ἡ ἔγκαιρος λῆψις τῶν ἐνδεικνυομένων μέτρων. [17, 2244, 240, 2408]
article-body: ὑπὸ τῆς ἐπιτροπῆς διὰ τὴν ἐξέτασιν τοῦ ζητήματος, καθ' ἃ ἀνεκοινώθη χθὲς ἐκ τῆς ἀρμοδίας ὑπηρεσίας, ἀπεφασίσθη ὅπως αἱ ἐργασίαι συνεχισθοῦν κατὰ τὰς προσεχεῖς ἡμέρας μὲ τὴν συμμετοχὴν πάντων τῶν ἐνδιαφερομένων. Ἡ κυβέρνησις ἐδήλωσεν ὅτι θὰ ληφθοῦν ὅλα τὰ ἀπαραίτητα μέτρα διὰ τὴν ὁμαλὴν διεξαγωγὴν τῶν ἐκδηλώσεων, ἐνῷ αἱ τοπικαὶ ἀρχαὶ ἐξέφρασαν τὴν ἱκανοποίησίν των διὰ τὴν πρόοδον τῶν ἐργασιῶν. Κατὰ τὰς πληροφορίας, αἱ διαπραγματεύσεις θὰ συνεχισθοῦν καὶ κατὰ τὴν προσεχῆ ἑβδομάδα, ὁπότε ἀναμένεται ἡ τελικὴ ἀπόφασις. Ἐκ παραλλήλου, ἡ ἐπιτροπὴ ἐζήτησε πλήρη στοιχεῖα διὰ τὴν κατάστασιν καὶ τὰς ἀνάγκας τῆς περιοχῆς, ὥστε νὰ καταστῇ δυνατὴ ἡ ἔγκαιρος λῆψις τῶν ἐνδεικνυομένων μέτρων. [544, 1148, 1117, 1207]
article-body: ὑπὸ τῆς ἐπιτροπῆς διὰ τὴν ἐξέτασιν τοῦ ζητήματος, καθ' ἃ ἀνεκοινώθη χθὲς ἐκ τῆς ἀρμοδίας ὑπηρεσίας, ἀπεφασίσθη ὅπως αἱ ἐργασίαι συνεχισθοῦν κατὰ τὰς προσεχεῖς ἡμέρας μὲ τὴν συμμετοχὴν πάντων τῶν ἐνδιαφερομένων. Ἡ κυβέρνησις ἐδήλωσεν ὅτι θὰ ληφθοῦν ὅλα τὰ ἀπαραίτητα μέτρα διὰ τὴν ὁμαλὴν διεξαγωγὴν τῶν ἐκδηλώσεων, ἐνῷ αἱ τοπικαὶ ἀρχαὶ ἐξέφρασαν τὴν ἱκανοποίησίν των διὰ τὴν πρόοδον τῶν ἐργασιῶν. Κατὰ τὰς πληροφορίας, αἱ διαπραγματεύσεις θὰ συνεχισθοῦν καὶ κατὰ τὴν προσεχῆ ἑβδομάδα, ὁπότε ἀναμένεται ἡ τελικὴ ἀπόφασις. Ἐκ παραλλήλου, ἡ ἐπιτροπὴ ἐζήτησε πλήρη στοιχεῖα διὰ τὴν κατάστασιν καὶ τὰς ἀνάγκας τῆς περιοχῆς, ὥστε νὰ καταστῇ δυνατὴ ἡ ἔγκαιρος λῆψις τῶν ἐνδεικνυομένων μέτρων. [17, 1505, 240, 1669]
section-label: ΚΑΤΕΤΕΘΗ ΕΠΕΡΩΤΗΣΙΣ [340, 462, 444, 473]
article-body: ὑπὸ τῆς ἐπιτροπῆς διὰ τὴν ἐξέτασιν τοῦ ζητήματος, καθ' ἃ ἀνεκοινώθη χθὲς ἐκ τῆς ἀρμοδίας ὑπηρεσίας, ἀπεφασίσθη ὅπως αἱ ἐργασίαι συνεχισθοῦν κατὰ τὰς προσεχεῖς ἡμέρας μὲ τὴν συμμετοχὴν πάντων τῶν ἐνδιαφερομένων. Ἡ κυβέρνησις ἐδήλωσεν ὅτι θὰ ληφθοῦν ὅλα τὰ ἀπαραίτητα μέτρα διὰ τὴν ὁμαλὴν διεξαγωγὴν τῶν ἐκδηλώσεων, ἐνῷ αἱ τοπικαὶ ἀρχαὶ ἐξέφρασαν τὴν ἱκανοποίησίν των διὰ τὴν πρόοδον τῶν ἐργασιῶν. Κατὰ τὰς πληροφορίας, αἱ διαπραγματεύσεις θὰ συνεχισθοῦν καὶ κατὰ τὴν προσεχῆ ἑβδομάδα, ὁπότε ἀναμένεται ἡ τελικὴ ἀπόφασις. Ἐκ παραλλήλου, ἡ ἐπιτροπὴ ἐζήτησε πλήρη στοιχεῖα διὰ τὴν κατάστασιν καὶ τὰς ἀνάγκας τῆς περιοχῆς, ὥστε νὰ καταστῇ δυνατὴ ἡ ἔγκαιρος λῆψις τῶν ἐνδεικνυομένων μέτρων. [251, 1145, 533, 1271]
section-label: ΣΤΗΝ ΜΑΤΗΝ [364, 788, 421, 799]
article-body: ὑπὸ τῆς ἐπιτροπῆς διὰ τὴν ἐξέτασιν τοῦ ζητήματος, καθ' ἃ ἀνεκοινώθη χθὲς ἐκ τῆς ἀρμοδίας ὑπηρεσίας, ἀπεφασίσθη ὅπως αἱ ἐργασίαι συνεχισθοῦν κατὰ τὰς προσεχεῖς ἡμέρας μὲ τὴν συμμετοχὴν πάντων τῶν ἐνδιαφερομένων. Ἡ κυβέρνησις ἐδήλωσεν ὅτι θὰ ληφθοῦν ὅλα τὰ ἀπαραίτητα μέτρα διὰ τὴν ὁμαλὴν διεξαγωγὴν τῶν ἐκδηλώσεων, ἐνῷ αἱ τοπικαὶ ἀρχαὶ ἐξέφρασαν τὴν ἱκανοποίησίν των διὰ τὴν πρόοδον τῶν ἐργασιῶν. Κατὰ τὰς πληροφορίας, αἱ διαπραγματεύσεις θὰ συνεχισθοῦν καὶ κατὰ τὴν προσεχῆ ἑβδομάδα, ὁπότε ἀναμένεται ἡ τελικὴ ἀπόφασις. Ἐκ παραλλήλου, ἡ ἐπιτροπὴ ἐζήτησε πλήρη στοιχεῖα διὰ τὴν κατάστασιν καὶ τὰς ἀνάγκας τῆς περιοχῆς, ὥστε νὰ καταστῇ δυνατὴ ἡ ἔγκαιρος λῆψις τῶν ἐνδεικνυομένων μέτρων. [251, 657, 533, 783]
column-left [17, 28, 240, 2408]
section-label: ΤΗΛΕΓΡΑΦΗΜΑ ΤΟΥ κ. ΜΠΑΚΑΤΣΕΛΟΥ [749, 1459, 912, 1470]
headline-sadist: Ο ΣΑΔΙΣΤΗΣ ΔΟΛΟΦΟΝΟΣ ΔΕΝ ΠΡΟΚΕΙΤΑΙ ΝΑ ΕΚΤΕΛΕΣΘΗ [273, 1117, 511, 1143]
divider [251, 233, 533, 235]
divider [544, 1213, 1117, 1214]
article-body: ὑπὸ τῆς ἐπιτροπῆς διὰ τὴν ἐξέτασιν τοῦ ζητήματος, καθ' ἃ ἀνεκοινώθη χθὲς ἐκ τῆς ἀρμοδίας ὑπηρεσίας, ἀπεφασίσθη ὅπως αἱ ἐργασίαι συνεχισθοῦν κατὰ τὰς προσεχεῖς ἡμέρας μὲ τὴν συμμετοχὴν πάντων τῶν ἐνδιαφερομένων. Ἡ κυβέρνησις ἐδήλωσεν ὅτι θὰ ληφθοῦν ὅλα τὰ ἀπαραίτητα μέτρα διὰ τὴν ὁμαλὴν διεξαγωγὴν τῶν ἐκδηλώσεων, ἐνῷ αἱ τοπικαὶ ἀρχαὶ ἐξέφρασαν τὴν ἱκανοποίησίν των διὰ τὴν πρόοδον τῶν ἐργασιῶν. Κατὰ τὰς πληροφορίας, αἱ διαπραγματεύσεις θὰ συνεχισθοῦν καὶ κατὰ τὴν προσεχῆ ἑβδομάδα, ὁπότε ἀναμένεται ἡ τελικὴ ἀπόφασις. Ἐκ παραλλήλου, ἡ ἐπιτροπὴ ἐζήτησε πλήρη στοιχεῖα διὰ τὴν κατάστασιν καὶ τὰς ἀνάγκας τῆς περιοχῆς, ὥστε νὰ καταστῇ δυνατὴ ἡ ἔγκαιρος λῆψις τῶν ἐνδεικνυομένων μέτρων. [544, 474, 1117, 533]
divider [17, 1247, 240, 1249]
dateline: ΑΚΡΩΤΗΡΙΟΝ ΚΑΝΑΒΕΡΑΛ, 22. [544, 1135, 675, 1145]
section-label: ΕΙΣ ΤΗΝ ΠΕΛΛΑΝ [93, 335, 164, 345]
dateline: ΝΕΑ ΥΟΡΚΗ, 22. (Ἀσ. Πρέ.). [544, 460, 659, 471]
divider [251, 933, 533, 935]
kicker: Ἀνήκει εἰς τὸν 1ον μ.Χ. αἰῶνα [19, 30, 238, 47]
section-label: Ο ΚΑΙΡΟΣ ΣΗΜΕΡΟΝ [349, 1616, 436, 1626]
article-body: ὑπὸ τῆς ἐπιτροπῆς διὰ τὴν ἐξέτασιν τοῦ ζητήματος, καθ' ἃ ἀνεκοινώθη χθὲς ἐκ τῆς ἀρμοδίας ὑπηρεσίας, ἀπεφασίσθη ὅπως αἱ ἐργασίαι συνεχισθοῦν κατὰ τὰς προσεχεῖς ἡμέρας μὲ τὴν συμμετοχὴν πάντων τῶν ἐνδιαφερομένων. Ἡ κυβέρνησις ἐδήλωσεν ὅτι θὰ ληφθοῦν ὅλα τὰ ἀπαραίτητα μέτρα διὰ τὴν ὁμαλὴν διεξαγωγὴν τῶν ἐκδηλώσεων, ἐνῷ αἱ τοπικαὶ ἀρχαὶ ἐξέφρασαν τὴν ἱκανοποίησίν των διὰ τὴν πρόοδον τῶν ἐργασιῶν. Κατὰ τὰς πληροφορίας, αἱ διαπραγματεύσεις θὰ συνεχισθοῦν καὶ κατὰ τὴν προσεχῆ ἑβδομάδα, ὁπότε ἀναμένεται ἡ τελικὴ ἀπόφασις. Ἐκ παραλλήλου, ἡ ἐπιτροπὴ ἐζήτησε πλήρη στοιχεῖα διὰ τὴν κατάστασιν καὶ τὰς ἀνάγκας τῆς περιοχῆς, ὥστε νὰ καταστῇ δυνατὴ ἡ ἔγκαιρος λῆψις τῶν ἐνδεικνυομένων μέτρων. [17, 909, 240, 1075]
headline-inshallah: «ΙΝΣΑΛΑΚΣ» ΙΝΣΑΛΑΚΣ ΝΑ ΕΙΝΑΙ ΑΡΣΕΝΙΚΟΝ [275, 613, 509, 628]
section-label: ΤΟ «ΚΑΝΑΣΤΑ» ΤΩΝ ΑΜΕΡΙΚΑΝΩΝ [319, 269, 465, 280]
section-label: ΑΙ ΔΑΠΑΝΑΙ ΤΟΥ ΣΤΑΔΙΟΥ [776, 1383, 885, 1393]
article-body: ὑπὸ τῆς ἐπιτροπῆς διὰ τὴν ἐξέτασιν τοῦ ζητήματος, καθ' ἃ ἀνεκοινώθη χθὲς ἐκ τῆς ἀρμοδίας ὑπηρεσίας, ἀπεφασίσθη ὅπως αἱ ἐργασίαι συνεχισθοῦν κατὰ τὰς προσεχεῖς ἡμέρας μὲ τὴν συμμετοχὴν πάντων τῶν ἐνδιαφερομένων. Ἡ κυβέρνησις ἐδήλωσεν ὅτι θὰ ληφθοῦν ὅλα τὰ ἀπαραίτητα μέτρα διὰ τὴν ὁμαλὴν διεξαγωγὴν τῶν ἐκδηλώσεων, ἐνῷ αἱ τοπικαὶ ἀρχαὶ ἐξέφρασαν τὴν ἱκανοποίησίν των διὰ τὴν πρόοδον τῶν ἐργασιῶν. Κατὰ τὰς πληροφορίας, αἱ διαπραγματεύσεις θὰ συνεχισθοῦν καὶ κατὰ τὴν προσεχῆ ἑβδομάδα, ὁπότε ἀναμένεται ἡ τελικὴ ἀπόφασις. Ἐκ παραλλήλου, ἡ ἐπιτροπὴ ἐζήτησε πλήρη στοιχεῖα διὰ τὴν κατάστασιν καὶ τὰς ἀνάγκας τῆς περιοχῆς, ὥστε νὰ καταστῇ δυνατὴ ἡ ἔγκαιρος λῆψις τῶν ἐνδεικνυομένων μέτρων. [550, 785, 1111, 854]
divider [17, 1690, 240, 1692]
headline-aluminium: Η ΚΥΒΕΡΝΗΣΙΣ ΚΑΘΥΣΤΕΡΕΙ ΤΗΝ ΚΑΤΑΘΕΣΙΝ ΣΤΟΙΧΕΙΩΝ ΔΙΑ ΤΗΝ ΒΙΟΜΗΧΑΝΙΑΝ ΤΟΥ ΑΛΟΥΜΙΝΙΟΥ [255, 432, 529, 458]
dateline: ΒΟΝΝΗ, 22. (Ἰδ. ἀνταπ.). [251, 281, 355, 291]
divider [251, 1277, 533, 1279]
headline-lamia-crime: ΔΥΟ ΕΡΓΑΤΑΙ ΕΙΝΑΙ ΟΙ ΔΡΑΣΤΑΙ ΤΟΥ ΣΤΥΓΕΡΟΥ ΕΓΚΛΗΜΑΤΟΣ ΔΙΑΠΡΑΧΘΕΝΤΟΣ ΕΙΣ ΛΑΜΙΑΝ [17, 2145, 240, 2214]
headline-ere-meeting: ΕΙΣ ΣΥΓΚΕΝΤΡΩΣΙΝ ΣΤΕΛΕΧΩΝ ΤΗΣ Ε.Ρ.Ε. [1207, 977, 1422, 991]
kicker: ΥΠΟ ΤΟΥ ΝΟΜΑΡΧΟΥ [347, 34, 438, 43]
article-body: ὑπὸ τῆς ἐπιτροπῆς διὰ τὴν ἐξέτασιν τοῦ ζητήματος, καθ' ἃ ἀνεκοινώθη χθὲς ἐκ τῆς ἀρμοδίας ὑπηρεσίας, ἀπεφασίσθη ὅπως αἱ ἐργασίαι συνεχισθοῦν κατὰ τὰς προσεχεῖς ἡμέρας μὲ τὴν συμμετοχὴν πάντων τῶν ἐνδιαφερομένων. Ἡ κυβέρνησις ἐδήλωσεν ὅτι θὰ ληφθοῦν ὅλα τὰ ἀπαραίτητα μέτρα διὰ τὴν ὁμαλὴν διεξαγωγὴν τῶν ἐκδηλώσεων, ἐνῷ αἱ τοπικαὶ ἀρχαὶ ἐξέφρασαν τὴν ἱκανοποίησίν των διὰ τὴν πρόοδον τῶν ἐργασιῶν. Κατὰ τὰς πληροφορίας, αἱ διαπραγματεύσεις θὰ συνεχισθοῦν καὶ κατὰ τὴν προσεχῆ ἑβδομάδα, ὁπότε ἀναμένεται ἡ τελικὴ ἀπόφασις. Ἐκ παραλλήλου, ἡ ἐπιτροπὴ ἐζήτησε πλήρη στοιχεῖα διὰ τὴν κατάστασιν καὶ τὰς ἀνάγκας τῆς περιοχῆς, ὥστε νὰ καταστῇ δυνατὴ ἡ ἔγκαιρος λῆψις τῶν ἐνδεικνυομένων μέτρων. [251, 101, 533, 228]
divider [544, 212, 1117, 214]
divider [251, 1443, 533, 1445]
article-body: ὑπὸ τῆς ἐπιτροπῆς διὰ τὴν ἐξέτασιν τοῦ ζητήματος, καθ' ἃ ἀνεκοινώθη χθὲς ἐκ τῆς ἀρμοδίας ὑπηρεσίας, ἀπεφασίσθη ὅπως αἱ ἐργασίαι συνεχισθοῦν κατὰ τὰς προσεχεῖς ἡμέρας μὲ τὴν συμμετοχὴν πάντων τῶν ἐνδιαφερομένων. Ἡ κυβέρνησις ἐδήλωσεν ὅτι θὰ ληφθοῦν ὅλα τὰ ἀπαραίτητα μέτρα διὰ τὴν ὁμαλὴν διεξαγωγὴν τῶν ἐκδηλώσεων, ἐνῷ αἱ τοπικαὶ ἀρχαὶ ἐξέφρασαν τὴν ἱκανοποίησίν των διὰ τὴν πρόοδον τῶν ἐργασιῶν. Κατὰ τὰς πληροφορίας, αἱ διαπραγματεύσεις θὰ συνεχισθοῦν καὶ κατὰ τὴν προσεχῆ ἑβδομάδα, ὁπότε ἀναμένεται ἡ τελικὴ ἀπόφασις. Ἐκ παραλλήλου, ἡ ἐπιτροπὴ ἐζήτησε πλήρη στοιχεῖα διὰ τὴν κατάστασιν καὶ τὰς ἀνάγκας τῆς περιοχῆς, ὥστε νὰ καταστῇ δυνατὴ ἡ ἔγκαιρος λῆψις τῶν ἐνδεικνυομένων μέτρων. [544, 1396, 1117, 1454]
column-center [544, 138, 1117, 2296]
section-label: ΚΑΤΑΔΙΚΑΙ ΚΑΙ ΕΚΤΕΛΕΣΕΙΣ [70, 1491, 187, 1502]
column-rule [539, 28, 540, 2298]
divider [1128, 397, 1501, 399]
headline-ministries: ΑΝΑΚΑΤΑΤΑΞΙΣ ΕΙΣ ΤΑΣ ΔΙΕΘΝΕΥΣΕΙΣ ΤΩΝ ΥΠΟΥΡΓΕΙΩΝ ΥΓΙΕΙΝΗΣ ΚΑΙ ΠΡΟΝΟΙΑΣ ΕΙΣ ΕΦΑΡΜΟΓΗΝ ΤΟΥ ΝΕΟΥ ΟΡΓΑΝΙΣΜΟΥ [19, 1695, 238, 1733]
article-body: ὑπὸ τῆς ἐπιτροπῆς διὰ τὴν ἐξέτασιν τοῦ ζητήματος, καθ' ἃ ἀνεκοινώθη χθὲς ἐκ τῆς ἀρμοδίας ὑπηρεσίας, ἀπεφασίσθη ὅπως αἱ ἐργασίαι συνεχισθοῦν κατὰ τὰς προσεχεῖς ἡμέρας μὲ τὴν συμμετοχὴν πάντων τῶν ἐνδιαφερομένων. Ἡ κυβέρνησις ἐδήλωσεν ὅτι θὰ ληφθοῦν ὅλα τὰ ἀπαραίτητα μέτρα διὰ τὴν ὁμαλὴν διεξαγωγὴν τῶν ἐκδηλώσεων, ἐνῷ αἱ τοπικαὶ ἀρχαὶ ἐξέφρασαν τὴν ἱκανοποίησίν των διὰ τὴν πρόοδον τῶν ἐργασιῶν. Κατὰ τὰς πληροφορίας, αἱ διαπραγματεύσεις θὰ συνεχισθοῦν καὶ κατὰ τὴν προσεχῆ ἑβδομάδα, ὁπότε ἀναμένεται ἡ τελικὴ ἀπόφασις. Ἐκ παραλλήλου, ἡ ἐπιτροπὴ ἐζήτησε πλήρη στοιχεῖα διὰ τὴν κατάστασιν καὶ τὰς ἀνάγκας τῆς περιοχῆς, ὥστε νὰ καταστῇ δυνατὴ ἡ ἔγκαιρος λῆψις τῶν ἐνδεικνυομένων μέτρων. [550, 601, 1111, 670]
headline-south-africa: ΕΠΕΣΕΝ ΕΓΓΥΤΑΤΑ ΤΗΣ Ν. ΑΦΡΙΚΗΣ [696, 1115, 965, 1134]
headline-benefit: ΤΕΡΑΣΤΙΑ Η ΕΠΙΣΤΗΜΟΝΙΚΗ ΚΑΙ ΟΙΚΟΝΟΜΙΚΗ ΩΦΕΛΕΙΑ [1169, 603, 1460, 617]
headline-persian-ambassador: ΚΑ Ο ΠΕΡΣΗΣ ΠΡΕΣΒΥΣ ΕΠΙΣΤΡΕΦΕΙ ΕΙΣ ΤΗΝ Σ. ΡΩΣΣΙΑΝ [269, 1283, 515, 1309]
headline-uar-britain: ΘΑ ΑΠΟΚΑΤΑΣΤΑΘΟΥΝ ΑΙ ΣΧΕΣΕΙΣ Η.Α.Δ. ΚΑΙ Μ. ΒΡΕΤΑΝΝΙΑΣ [268, 1449, 516, 1475]
page-edge-fold [0, 28, 13, 170]
dateline: ΛΑΡΙΣΑ, 22. [251, 88, 301, 98]
divider [251, 1609, 533, 1611]
section-label: ΚΑΤΑΓΓΕΛΛΕΤΑΙ Η ΚΥΒΕΡΝΗΣΙΣ [764, 449, 898, 459]
article-body: ὑπὸ τῆς ἐπιτροπῆς διὰ τὴν ἐξέτασιν τοῦ ζητήματος, καθ' ἃ ἀνεκοινώθη χθὲς ἐκ τῆς ἀρμοδίας ὑπηρεσίας, ἀπεφασίσθη ὅπως αἱ ἐργασίαι συνεχισθοῦν κατὰ τὰς προσεχεῖς ἡμέρας μὲ τὴν συμμετοχὴν πάντων τῶν ἐνδιαφερομένων. Ἡ κυβέρνησις ἐδήλωσεν ὅτι θὰ ληφθοῦν ὅλα τὰ ἀπαραίτητα μέτρα διὰ τὴν ὁμαλὴν διεξαγωγὴν τῶν ἐκδηλώσεων, ἐνῷ αἱ τοπικαὶ ἀρχαὶ ἐξέφρασαν τὴν ἱκανοποίησίν των διὰ τὴν πρόοδον τῶν ἐργασιῶν. Κατὰ τὰς πληροφορίας, αἱ διαπραγματεύσεις θὰ συνεχισθοῦν καὶ κατὰ τὴν προσεχῆ ἑβδομάδα, ὁπότε ἀναμένεται ἡ τελικὴ ἀπόφασις. Ἐκ παραλλήλου, ἡ ἐπιτροπὴ ἐζήτησε πλήρη στοιχεῖα διὰ τὴν κατάστασιν καὶ τὰς ἀνάγκας τῆς περιοχῆς, ὥστε νὰ καταστῇ δυνατὴ ἡ ἔγκαιρος λῆψις τῶν ἐνδεικνυομένων μέτρων. [17, 165, 240, 330]
headline-collision: ΑΜΕΡΙΚΑΝΙΚΟΝ ΕΠΙΒΑΤΗΓΟΝ ΚΑΙ ΕΝ ΙΤΑΛΙΚΟΝ ΦΟΡΤΗΓΟΝ [1133, 30, 1496, 81]
subheadline: Ὁ κ. πρωθυπουργὸς ἀπέφυγε νὰ ἀπαντήσῃ [610, 140, 1051, 161]
dateline: ΑΘΗΝΑΙ, 22. [550, 772, 603, 783]
divider [17, 2123, 240, 2124]
headline-havana: ΑΝΤΕΠΑΝΑΣΤΑΤΗΣ ΕΞΕΤΕΛΕΣΘΗ ΕΙΣ ΑΒΑΝΑΝ [32, 1293, 225, 1319]
headline-castro: Ο ΦΙΝΤΕΛ ΚΑΣΤΡΟ ΑΠΕΣΤΕΙΛΕΝ ΕΜΠΙΣΤΟΝ ΤΟΥ ΕΙΣ ΤΣΕΧΟΣΛΟΒΑΚΙΑΝ ΚΑΙ ΣΟΒΙΕΤ. ΡΩΣΣΙΑΝ [18, 1253, 239, 1292]
article-body: ὑπὸ τῆς ἐπιτροπῆς διὰ τὴν ἐξέτασιν τοῦ ζητήματος, καθ' ἃ ἀνεκοινώθη χθὲς ἐκ τῆς ἀρμοδίας ὑπηρεσίας, ἀπεφασίσθη ὅπως αἱ ἐργασίαι συνεχισθοῦν κατὰ τὰς προσεχεῖς ἡμέρας μὲ τὴν συμμετοχὴν πάντων τῶν ἐνδιαφερομένων. Ἡ κυβέρνησις ἐδήλωσεν ὅτι θὰ ληφθοῦν ὅλα τὰ ἀπαραίτητα μέτρα διὰ τὴν ὁμαλὴν διεξαγωγὴν τῶν ἐκδηλώσεων, ἐνῷ αἱ τοπικαὶ ἀρχαὶ ἐξέφρασαν τὴν ἱκανοποίησίν των διὰ τὴν πρόοδον τῶν ἐργασιῶν. Κατὰ τὰς πληροφορίας, αἱ διαπραγματεύσεις θὰ συνεχισθοῦν καὶ κατὰ τὴν προσεχῆ ἑβδομάδα, ὁπότε ἀναμένεται ἡ τελικὴ ἀπόφασις. Ἐκ παραλλήλου, ἡ ἐπιτροπὴ ἐζήτησε πλήρη στοιχεῖα διὰ τὴν κατάστασιν καὶ τὰς ἀνάγκας τῆς περιοχῆς, ὥστε νὰ καταστῇ δυνατὴ ἡ ἔγκαιρος λῆψις τῶν ἐνδεικνυομένων μέτρων. [550, 688, 1111, 756]
subheadline: Ἀρχίζει ἡ ἀναστήλωσις τῶν μνημείων τῶν ἀνακαλυφθέντων εἰς τὴν Πέλλαν [27, 137, 230, 163]
headline-atlas-missile: ΠΥΡΑΥΛΟΝ «ΑΤΛΑΣ» ΕΞΕΤΟΞΕΥΣΑΝ ΕΠΙΤΥΧΩΣ ΧΘΕΣ ΟΙ ΑΜΕΡΙΚΑΝΟΙ [572, 1095, 1090, 1114]
dateline: ΜΑΔΡΙΤΗ, 22. (Ρώυτερ). [251, 966, 351, 976]
headline-west-germany: Ο ΤΥΠΟΣ ΤΗΣ ΔΥΤΙΚΗΣ ΓΕΡΜΑΝΙΑΣ ΘΕΩΡΕΙ ΩΣ ΠΡΟΚΛΗΣΙΝ ΡΩΣΣΙΚΗΝ ΤΟ ΕΠΕΙΣΟΔΙΟΝ ΤΟΥ κ. ΣΜΥΡΝΩΦ [554, 877, 1108, 913]
headline-casualties: 15 ΟΙ ΝΕΚΡΟΙ, 25 ΟΙ ΤΡΑΥΜΑΤΙΑΙ [1195, 161, 1434, 180]
subheadline: συνεκρούσθησαν [1232, 81, 1397, 105]
subheadline: ἐὰν θὰ ἐδιώκετο διὰ τὴν ἰδίαν εἴδησιν [673, 164, 988, 183]
article-body: ὑπὸ τῆς ἐπιτροπῆς διὰ τὴν ἐξέτασιν τοῦ ζητήματος, καθ' ἃ ἀνεκοινώθη χθὲς ἐκ τῆς ἀρμοδίας ὑπηρεσίας, ἀπεφασίσθη ὅπως αἱ ἐργασίαι συνεχισθοῦν κατὰ τὰς προσεχεῖς ἡμέρας μὲ τὴν συμμετοχὴν πάντων τῶν ἐνδιαφερομένων. Ἡ κυβέρνησις ἐδήλωσεν ὅτι θὰ ληφθοῦν ὅλα τὰ ἀπαραίτητα μέτρα διὰ τὴν ὁμαλὴν διεξαγωγὴν τῶν ἐκδηλώσεων, ἐνῷ αἱ τοπικαὶ ἀρχαὶ ἐξέφρασαν τὴν ἱκανοποίησίν των διὰ τὴν πρόοδον τῶν ἐργασιῶν. Κατὰ τὰς πληροφορίας, αἱ διαπραγματεύσεις θὰ συνεχισθοῦν καὶ κατὰ τὴν προσεχῆ ἑβδομάδα, ὁπότε ἀναμένεται ἡ τελικὴ ἀπόφασις. Ἐκ παραλλήλου, ἡ ἐπιτροπὴ ἐζήτησε πλήρη στοιχεῖα διὰ τὴν κατάστασιν καὶ τὰς ἀνάγκας τῆς περιοχῆς, ὥστε νὰ καταστῇ δυνατὴ ἡ ἔγκαιρος λῆψις τῶν ἐνδεικνυομένων μέτρων. [544, 386, 1117, 444]
article-body: ὑπὸ τῆς ἐπιτροπῆς διὰ τὴν ἐξέτασιν τοῦ ζητήματος, καθ' ἃ ἀνεκοινώθη χθὲς ἐκ τῆς ἀρμοδίας ὑπηρεσίας, ἀπεφασίσθη ὅπως αἱ ἐργασίαι συνεχισθοῦν κατὰ τὰς προσεχεῖς ἡμέρας μὲ τὴν συμμετοχὴν πάντων τῶν ἐνδιαφερομένων. Ἡ κυβέρνησις ἐδήλωσεν ὅτι θὰ ληφθοῦν ὅλα τὰ ἀπαραίτητα μέτρα διὰ τὴν ὁμαλὴν διεξαγωγὴν τῶν ἐκδηλώσεων, ἐνῷ αἱ τοπικαὶ ἀρχαὶ ἐξέφρασαν τὴν ἱκανοποίησίν των διὰ τὴν πρόοδον τῶν ἐργασιῶν. Κατὰ τὰς πληροφορίας, αἱ διαπραγματεύσεις θὰ συνεχισθοῦν καὶ κατὰ τὴν προσεχῆ ἑβδομάδα, ὁπότε ἀναμένεται ἡ τελικὴ ἀπόφασις. Ἐκ παραλλήλου, ἡ ἐπιτροπὴ ἐζήτησε πλήρη στοιχεῖα διὰ τὴν κατάστασιν καὶ τὰς ἀνάγκας τῆς περιοχῆς, ὥστε νὰ καταστῇ δυνατὴ ἡ ἔγκαιρος λῆψις τῶν ἐνδεικνυομένων μέτρων. [1128, 294, 1501, 391]
headline-mississippi: ΕΙΣ ΤΟΝ ΜΙΣΣΙΣΣΙΠΗ [1128, 130, 1501, 158]
subheadline: λόγῳ τῆς ὁμιχλης [1242, 108, 1387, 128]
article-body: ὑπὸ τῆς ἐπιτροπῆς διὰ τὴν ἐξέτασιν τοῦ ζητήματος, καθ' ἃ ἀνεκοινώθη χθὲς ἐκ τῆς ἀρμοδίας ὑπηρεσίας, ἀπεφασίσθη ὅπως αἱ ἐργασίαι συνεχισθοῦν κατὰ τὰς προσεχεῖς ἡμέρας μὲ τὴν συμμετοχὴν πάντων τῶν ἐνδιαφερομένων. Ἡ κυβέρνησις ἐδήλωσεν ὅτι θὰ ληφθοῦν ὅλα τὰ ἀπαραίτητα μέτρα διὰ τὴν ὁμαλὴν διεξαγωγὴν τῶν ἐκδηλώσεων, ἐνῷ αἱ τοπικαὶ ἀρχαὶ ἐξέφρασαν τὴν ἱκανοποίησίν των διὰ τὴν πρόοδον τῶν ἐργασιῶν. Κατὰ τὰς πληροφορίας, αἱ διαπραγματεύσεις θὰ συνεχισθοῦν καὶ κατὰ τὴν προσεχῆ ἑβδομάδα, ὁπότε ἀναμένεται ἡ τελικὴ ἀπόφασις. Ἐκ παραλλήλου, ἡ ἐπιτροπὴ ἐζήτησε πλήρη στοιχεῖα διὰ τὴν κατάστασιν καὶ τὰς ἀνάγκας τῆς περιοχῆς, ὥστε νὰ καταστῇ δυνατὴ ἡ ἔγκαιρος λῆψις τῶν ἐνδεικνυομένων μέτρων. [251, 295, 533, 421]
divider [1128, 822, 1501, 824]
section-label: Ο ΕΛΛΗΝ ΝΑΥΤΗΣ [793, 1000, 868, 1010]
subheadline: ἡ διευθύντρια φιλικῆς του ἐφημερίδος [674, 187, 988, 206]
article-body: ὑπὸ τῆς ἐπιτροπῆς διὰ τὴν ἐξέτασιν τοῦ ζητήματος, καθ' ἃ ἀνεκοινώθη χθὲς ἐκ τῆς ἀρμοδίας ὑπηρεσίας, ἀπεφασίσθη ὅπως αἱ ἐργασίαι συνεχισθοῦν κατὰ τὰς προσεχεῖς ἡμέρας μὲ τὴν συμμετοχὴν πάντων τῶν ἐνδιαφερομένων. Ἡ κυβέρνησις ἐδήλωσεν ὅτι θὰ ληφθοῦν ὅλα τὰ ἀπαραίτητα μέτρα διὰ τὴν ὁμαλὴν διεξαγωγὴν τῶν ἐκδηλώσεων, ἐνῷ αἱ τοπικαὶ ἀρχαὶ ἐξέφρασαν τὴν ἱκανοποίησίν των διὰ τὴν πρόοδον τῶν ἐργασιῶν. Κατὰ τὰς πληροφορίας, αἱ διαπραγματεύσεις θὰ συνεχισθοῦν καὶ κατὰ τὴν προσεχῆ ἑβδομάδα, ὁπότε ἀναμένεται ἡ τελικὴ ἀπόφασις. Ἐκ παραλλήλου, ἡ ἐπιτροπὴ ἐζήτησε πλήρη στοιχεῖα διὰ τὴν κατάστασιν καὶ τὰς ἀνάγκας τῆς περιοχῆς, ὥστε νὰ καταστῇ δυνατὴ ἡ ἔγκαιρος λῆψις τῶν ἐνδεικνυομένων μέτρων. [1128, 869, 1501, 966]
article-box [544, 869, 1117, 1091]
article-body: ὑπὸ τῆς ἐπιτροπῆς διὰ τὴν ἐξέτασιν τοῦ ζητήματος, καθ' ἃ ἀνεκοινώθη χθὲς ἐκ τῆς ἀρμοδίας ὑπηρεσίας, ἀπεφασίσθη ὅπως αἱ ἐργασίαι συνεχισθοῦν κατὰ τὰς προσεχεῖς ἡμέρας μὲ τὴν συμμετοχὴν πάντων τῶν ἐνδιαφερομένων. Ἡ κυβέρνησις ἐδήλωσεν ὅτι θὰ ληφθοῦν ὅλα τὰ ἀπαραίτητα μέτρα διὰ τὴν ὁμαλὴν διεξαγωγὴν τῶν ἐκδηλώσεων, ἐνῷ αἱ τοπικαὶ ἀρχαὶ ἐξέφρασαν τὴν ἱκανοποίησίν των διὰ τὴν πρόοδον τῶν ἐργασιῶν. Κατὰ τὰς πληροφορίας, αἱ διαπραγματεύσεις θὰ συνεχισθοῦν καὶ κατὰ τὴν προσεχῆ ἑβδομάδα, ὁπότε ἀναμένεται ἡ τελικὴ ἀπόφασις. Ἐκ παραλλήλου, ἡ ἐπιτροπὴ ἐζήτησε πλήρη στοιχεῖα διὰ τὴν κατάστασιν καὶ τὰς ἀνάγκας τῆς περιοχῆς, ὥστε νὰ καταστῇ δυνατὴ ἡ ἔγκαιρος λῆψις τῶν ἐνδεικνυομένων μέτρων. [17, 348, 240, 512]
article-body: ὑπὸ τῆς ἐπιτροπῆς διὰ τὴν ἐξέτασιν τοῦ ζητήματος, καθ' ἃ ἀνεκοινώθη χθὲς ἐκ τῆς ἀρμοδίας ὑπηρεσίας, ἀπεφασίσθη ὅπως αἱ ἐργασίαι συνεχισθοῦν κατὰ τὰς προσεχεῖς ἡμέρας μὲ τὴν συμμετοχὴν πάντων τῶν ἐνδιαφερομένων. Ἡ κυβέρνησις ἐδήλωσεν ὅτι θὰ ληφθοῦν ὅλα τὰ ἀπαραίτητα μέτρα διὰ τὴν ὁμαλὴν διεξαγωγὴν τῶν ἐκδηλώσεων, ἐνῷ αἱ τοπικαὶ ἀρχαὶ ἐξέφρασαν τὴν ἱκανοποίησίν των διὰ τὴν πρόοδον τῶν ἐργασιῶν. Κατὰ τὰς πληροφορίας, αἱ διαπραγματεύσεις θὰ συνεχισθοῦν καὶ κατὰ τὴν προσεχῆ ἑβδομάδα, ὁπότε ἀναμένεται ἡ τελικὴ ἀπόφασις. Ἐκ παραλλήλου, ἡ ἐπιτροπὴ ἐζήτησε πλήρη στοιχεῖα διὰ τὴν κατάστασιν καὶ τὰς ἀνάγκας τῆς περιοχῆς, ὥστε νὰ καταστῇ δυνατὴ ἡ ἔγκαιρος λῆψις τῶν ἐνδεικνυομένων μέτρων. [251, 1629, 533, 1756]
divider [1128, 558, 1501, 559]
section-label: ΕΙΣ ΑΘΗΝΑΣ [804, 761, 857, 771]
headline-whisky: ΤΟ ΟΥΓΣΚΥ ΜΕ ΣΟΔΑ ΕΓΚΩΠΙΣΕΙ ΤΗΝ ΜΠΥΡΑΝ ΑΠΟ ΤΗΝ ΓΕΡΜΑΝΙΑΝ [257, 239, 527, 266]
article-body: ὑπὸ τῆς ἐπιτροπῆς διὰ τὴν ἐξέτασιν τοῦ ζητήματος, καθ' ἃ ἀνεκοινώθη χθὲς ἐκ τῆς ἀρμοδίας ὑπηρεσίας, ἀπεφασίσθη ὅπως αἱ ἐργασίαι συνεχισθοῦν κατὰ τὰς προσεχεῖς ἡμέρας μὲ τὴν συμμετοχὴν πάντων τῶν ἐνδιαφερομένων. Ἡ κυβέρνησις ἐδήλωσεν ὅτι θὰ ληφθοῦν ὅλα τὰ ἀπαραίτητα μέτρα διὰ τὴν ὁμαλὴν διεξαγωγὴν τῶν ἐκδηλώσεων, ἐνῷ αἱ τοπικαὶ ἀρχαὶ ἐξέφρασαν τὴν ἱκανοποίησίν των διὰ τὴν πρόοδον τῶν ἐργασιῶν. Κατὰ τὰς πληροφορίας, αἱ διαπραγματεύσεις θὰ συνεχισθοῦν καὶ κατὰ τὴν προσεχῆ ἑβδομάδα, ὁπότε ἀναμένεται ἡ τελικὴ ἀπόφασις. Ἐκ παραλλήλου, ἡ ἐπιτροπὴ ἐζήτησε πλήρη στοιχεῖα διὰ τὴν κατάστασιν καὶ τὰς ἀνάγκας τῆς περιοχῆς, ὥστε νὰ καταστῇ δυνατὴ ἡ ἔγκαιρος λῆψις τῶν ἐνδεικνυομένων μέτρων. [251, 979, 533, 1105]
article-body: ὑπὸ τῆς ἐπιτροπῆς διὰ τὴν ἐξέτασιν τοῦ ζητήματος, καθ' ἃ ἀνεκοινώθη χθὲς ἐκ τῆς ἀρμοδίας ὑπηρεσίας, ἀπεφασίσθη ὅπως αἱ ἐργασίαι συνεχισθοῦν κατὰ τὰς προσεχεῖς ἡμέρας μὲ τὴν συμμετοχὴν πάντων τῶν ἐνδιαφερομένων. Ἡ κυβέρνησις ἐδήλωσεν ὅτι θὰ ληφθοῦν ὅλα τὰ ἀπαραίτητα μέτρα διὰ τὴν ὁμαλὴν διεξαγωγὴν τῶν ἐκδηλώσεων, ἐνῷ αἱ τοπικαὶ ἀρχαὶ ἐξέφρασαν τὴν ἱκανοποίησίν των διὰ τὴν πρόοδον τῶν ἐργασιῶν. Κατὰ τὰς πληροφορίας, αἱ διαπραγματεύσεις θὰ συνεχισθοῦν καὶ κατὰ τὴν προσεχῆ ἑβδομάδα, ὁπότε ἀναμένεται ἡ τελικὴ ἀπόφασις. Ἐκ παραλλήλου, ἡ ἐπιτροπὴ ἐζήτησε πλήρη στοιχεῖα διὰ τὴν κατάστασιν καὶ τὰς ἀνάγκας τῆς περιοχῆς, ὥστε νὰ καταστῇ δυνατὴ ἡ ἔγκαιρος λῆψις τῶν ἐνδεικνυομένων μέτρων. [544, 1318, 1117, 1377]
dateline: ΜΑ-Ι-ΑΜΙ, 22. (Ἀσ. Πρές). [17, 652, 122, 662]
divider [251, 1110, 533, 1112]
headline-lorca: ΜΕΤΑ 24 ΕΤΗ ΕΡΓΑ ΤΟΥ ΛΟΡΚΑ ΠΑΙΖΟΝΤΑΙ ΠΑΛΙΝ ΕΙΣ ΙΣΠΑΝΙΑΝ [254, 939, 530, 965]
divider [17, 518, 240, 520]
column-second [251, 28, 533, 2296]
article-body: ὑπὸ τῆς ἐπιτροπῆς διὰ τὴν ἐξέτασιν τοῦ ζητήματος, καθ' ἃ ἀνεκοινώθη χθὲς ἐκ τῆς ἀρμοδίας ὑπηρεσίας, ἀπεφασίσθη ὅπως αἱ ἐργασίαι συνεχισθοῦν κατὰ τὰς προσεχεῖς ἡμέρας μὲ τὴν συμμετοχὴν πάντων τῶν ἐνδιαφερομένων. Ἡ κυβέρνησις ἐδήλωσεν ὅτι θὰ ληφθοῦν ὅλα τὰ ἀπαραίτητα μέτρα διὰ τὴν ὁμαλὴν διεξαγωγὴν τῶν ἐκδηλώσεων, ἐνῷ αἱ τοπικαὶ ἀρχαὶ ἐξέφρασαν τὴν ἱκανοποίησίν των διὰ τὴν πρόοδον τῶν ἐργασιῶν. Κατὰ τὰς πληροφορίας, αἱ διαπραγματεύσεις θὰ συνεχισθοῦν καὶ κατὰ τὴν προσεχῆ ἑβδομάδα, ὁπότε ἀναμένεται ἡ τελικὴ ἀπόφασις. Ἐκ παραλλήλου, ἡ ἐπιτροπὴ ἐζήτησε πλήρη στοιχεῖα διὰ τὴν κατάστασιν καὶ τὰς ἀνάγκας τῆς περιοχῆς, ὥστε νὰ καταστῇ δυνατὴ ἡ ἔγκαιρος λῆψις τῶν ἐνδεικνυομένων μέτρων. [17, 1077, 240, 1242]
divider [17, 835, 240, 837]
article-body: ὑπὸ τῆς ἐπιτροπῆς διὰ τὴν ἐξέτασιν τοῦ ζητήματος, καθ' ἃ ἀνεκοινώθη χθὲς ἐκ τῆς ἀρμοδίας ὑπηρεσίας, ἀπεφασίσθη ὅπως αἱ ἐργασίαι συνεχισθοῦν κατὰ τὰς προσεχεῖς ἡμέρας μὲ τὴν συμμετοχὴν πάντων τῶν ἐνδιαφερομένων. Ἡ κυβέρνησις ἐδήλωσεν ὅτι θὰ ληφθοῦν ὅλα τὰ ἀπαραίτητα μέτρα διὰ τὴν ὁμαλὴν διεξαγωγὴν τῶν ἐκδηλώσεων, ἐνῷ αἱ τοπικαὶ ἀρχαὶ ἐξέφρασαν τὴν ἱκανοποίησίν των διὰ τὴν πρόοδον τῶν ἐργασιῶν. Κατὰ τὰς πληροφορίας, αἱ διαπραγματεύσεις θὰ συνεχισθοῦν καὶ κατὰ τὴν προσεχῆ ἑβδομάδα, ὁπότε ἀναμένεται ἡ τελικὴ ἀπόφασις. Ἐκ παραλλήλου, ἡ ἐπιτροπὴ ἐζήτησε πλήρη στοιχεῖα διὰ τὴν κατάστασιν καὶ τὰς ἀνάγκας τῆς περιοχῆς, ὥστε νὰ καταστῇ δυνατὴ ἡ ἔγκαιρος λῆψις τῶν ἐνδεικνυομένων μέτρων. [17, 1321, 240, 1487]
